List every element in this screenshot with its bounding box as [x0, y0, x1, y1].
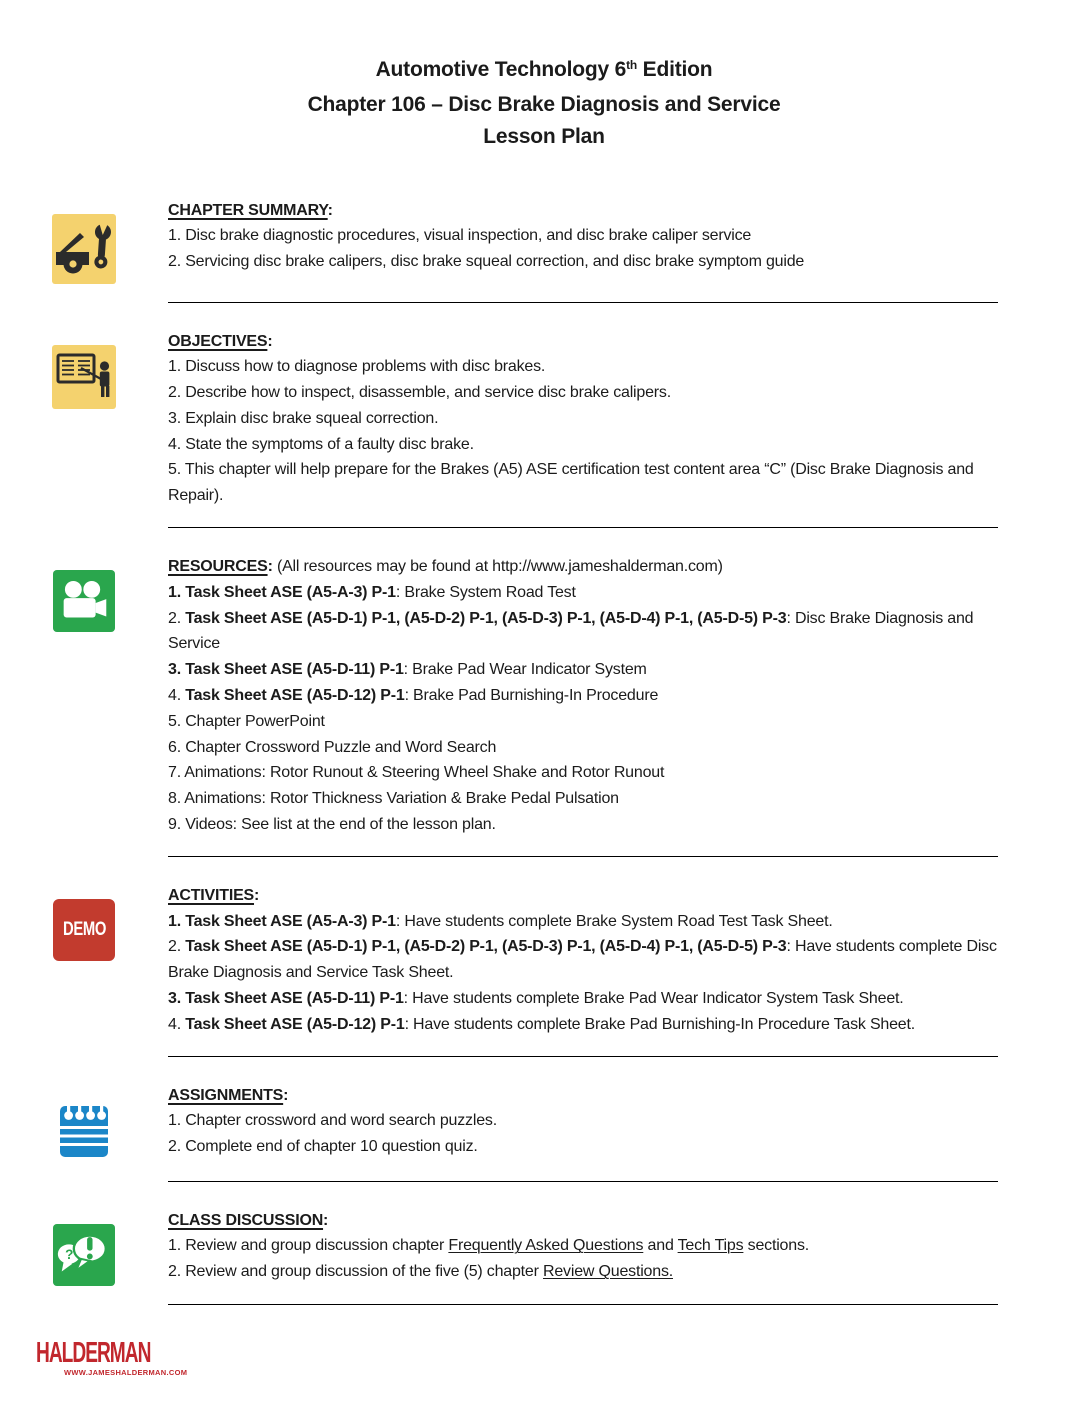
title-line-chapter: Chapter 106 – Disc Brake Diagnosis and Service [307, 92, 781, 116]
section-heading-text: ASSIGNMENTS [168, 1086, 284, 1104]
text-run: : Brake System Road Test [395, 583, 576, 601]
section-icon-cell [0, 554, 168, 838]
heading-colon: : [267, 558, 273, 576]
text-run: sections. [743, 1237, 809, 1255]
title-line-edition: Automotive Technology 6th Edition [375, 58, 713, 81]
section-text [168, 1208, 1020, 1286]
section-icon-cell [0, 329, 168, 510]
text-run: 2. Review and group discussion of the five (5) chapter [168, 1263, 543, 1281]
section-heading-text: CHAPTER SUMMARY [168, 201, 328, 219]
list-item [168, 1259, 1012, 1285]
heading-colon: : [327, 201, 333, 219]
text-run: 5. Chapter PowerPoint [168, 712, 325, 730]
text-run: : Have students complete Brake Pad Wear Indicator System Task Sheet. [403, 990, 904, 1008]
section-icon-cell [0, 198, 168, 284]
section-text [168, 554, 1020, 838]
section-icon-cell [0, 1208, 168, 1286]
heading-colon: : [267, 332, 273, 350]
halderman-logo-word: HALDERMAN [36, 1337, 151, 1369]
section-class-discussion [0, 1208, 1088, 1286]
text-run: Task Sheet ASE (A5-D-1) P-1, (A5-D-2) P-1, (A5-D-3) P-1, (A5-D-4) P-1, (A5-D-5) P-3 [185, 938, 787, 956]
section-text [168, 198, 1020, 284]
section-text [168, 883, 1020, 1038]
speech-bubbles-icon [53, 1224, 115, 1286]
section-objectives [0, 329, 1088, 510]
text-run: : Have students complete Brake System Road Test Task Sheet. [395, 912, 833, 930]
list-item [168, 406, 1012, 432]
section-divider [168, 302, 998, 303]
underlined-reference: Review Questions. [543, 1263, 673, 1281]
text-run: 3. Explain disc brake squeal correction. [168, 409, 439, 427]
list-item [168, 1108, 1012, 1134]
text-run: : Have students complete Disc Brake Diagnosis and Service Task Sheet. [168, 938, 997, 982]
text-run: 3. Task Sheet ASE (A5-D-11) P-1 [168, 661, 404, 679]
text-run: 2. Describe how to inspect, disassemble, and service disc brake calipers. [168, 384, 671, 402]
superscript-th: th [626, 58, 638, 72]
underlined-reference: Frequently Asked Questions [448, 1237, 644, 1255]
section-heading [168, 1208, 1012, 1234]
list-item [168, 1134, 1012, 1160]
section-heading-text: CLASS DISCUSSION [168, 1211, 324, 1229]
section-resources [0, 554, 1088, 838]
list-item [168, 735, 1012, 761]
section-chapter-summary [0, 198, 1088, 284]
heading-colon: : [283, 1086, 289, 1104]
halderman-logo-url: WWW.JAMESHALDERMAN.COM [64, 1368, 188, 1377]
list-item [168, 580, 1012, 606]
text-run: 1. Task Sheet ASE (A5-A-3) P-1 [168, 912, 396, 930]
title-line-lesson-plan: Lesson Plan [483, 125, 605, 148]
video-camera-icon [53, 570, 115, 632]
text-run: 1. Chapter crossword and word search puzzles. [168, 1112, 497, 1130]
text-run: 4. [168, 1015, 186, 1033]
text-run: 9. Videos: See list at the end of the lesson plan. [168, 816, 496, 834]
list-item [168, 432, 1012, 458]
section-heading-text: ACTIVITIES [168, 886, 255, 904]
text-run: 3. Task Sheet ASE (A5-D-11) P-1 [168, 990, 404, 1008]
list-item [168, 354, 1012, 380]
list-item [168, 812, 1012, 838]
text-run: 2. [168, 609, 186, 627]
svg-text:?: ? [65, 1246, 74, 1262]
notepad-icon [52, 1099, 116, 1163]
list-item [168, 223, 1012, 249]
section-heading-text: RESOURCES [168, 558, 268, 576]
list-item [168, 380, 1012, 406]
text-run: 6. Chapter Crossword Puzzle and Word Search [168, 738, 497, 756]
text-run: Task Sheet ASE (A5-D-1) P-1, (A5-D-2) P-1, (A5-D-3) P-1, (A5-D-4) P-1, (A5-D-5) P-3 [185, 609, 787, 627]
section-activities [0, 883, 1088, 1038]
document-title [0, 0, 1088, 154]
section-text [168, 329, 1020, 510]
text-run: 7. Animations: Rotor Runout & Steering Wheel Shake and Rotor Runout [168, 764, 665, 782]
car-repair-icon [52, 214, 116, 284]
section-assignments [0, 1083, 1088, 1163]
text-run: 2. Servicing disc brake calipers, disc brake squeal correction, and disc brake symptom guide [168, 253, 805, 271]
section-heading [168, 198, 1012, 224]
text-run: 8. Animations: Rotor Thickness Variation & Brake Pedal Pulsation [168, 790, 619, 808]
text-run: 2. Complete end of chapter 10 question quiz. [168, 1138, 478, 1156]
list-item [168, 709, 1012, 735]
heading-colon: : [323, 1211, 329, 1229]
text-run: : Brake Pad Wear Indicator System [403, 661, 647, 679]
demo-badge-icon [53, 899, 115, 961]
section-icon-cell [0, 883, 168, 1038]
section-divider [168, 527, 998, 528]
halderman-logo [36, 1338, 209, 1377]
list-item [168, 1233, 1012, 1259]
section-heading [168, 1083, 1012, 1109]
list-item [168, 909, 1012, 935]
section-heading [168, 883, 1012, 909]
section-heading [168, 329, 1012, 355]
text-run: 4. [168, 687, 186, 705]
list-item [168, 986, 1012, 1012]
section-divider [168, 1056, 998, 1057]
text-run: : Brake Pad Burnishing-In Procedure [404, 687, 659, 705]
text-run: 1. Review and group discussion chapter [168, 1237, 449, 1255]
list-item [168, 606, 1012, 658]
section-icon-cell [0, 1083, 168, 1163]
list-item [168, 657, 1012, 683]
text-run: 4. State the symptoms of a faulty disc brake. [168, 435, 474, 453]
text-run: : Disc Brake Diagnosis and Service [168, 609, 974, 653]
sections-container [0, 198, 1088, 1305]
section-heading-text: OBJECTIVES [168, 332, 268, 350]
text-run: 5. This chapter will help prepare for the Brakes (A5) ASE certification test content area “C” (Disc Brake Diagnosis and Repair). [168, 461, 974, 505]
list-item [168, 760, 1012, 786]
text-run: 1. Disc brake diagnostic procedures, visual inspection, and disc brake caliper service [168, 227, 752, 245]
section-divider [168, 1181, 998, 1182]
list-item [168, 457, 1012, 509]
heading-colon: : [254, 886, 260, 904]
text-run: 1. Discuss how to diagnose problems with disc brakes. [168, 358, 546, 376]
list-item [168, 786, 1012, 812]
text-run: and [643, 1237, 678, 1255]
list-item [168, 249, 1012, 275]
section-text [168, 1083, 1020, 1163]
text-run: : Have students complete Brake Pad Burnishing-In Procedure Task Sheet. [404, 1015, 916, 1033]
list-item [168, 683, 1012, 709]
text-run: 1. Task Sheet ASE (A5-A-3) P-1 [168, 583, 396, 601]
section-divider [168, 856, 998, 857]
heading-note: (All resources may be found at http://www.jameshalderman.com) [272, 558, 723, 576]
section-divider [168, 1304, 998, 1305]
demo-label: DEMO [62, 918, 106, 940]
underlined-reference: Tech Tips [677, 1237, 744, 1255]
text-run: Task Sheet ASE (A5-D-12) P-1 [185, 687, 405, 705]
list-item [168, 934, 1012, 986]
section-heading [168, 554, 1012, 580]
text-run: Task Sheet ASE (A5-D-12) P-1 [185, 1015, 405, 1033]
presentation-board-icon [52, 345, 116, 409]
text-run: 2. [168, 938, 186, 956]
list-item [168, 1012, 1012, 1038]
